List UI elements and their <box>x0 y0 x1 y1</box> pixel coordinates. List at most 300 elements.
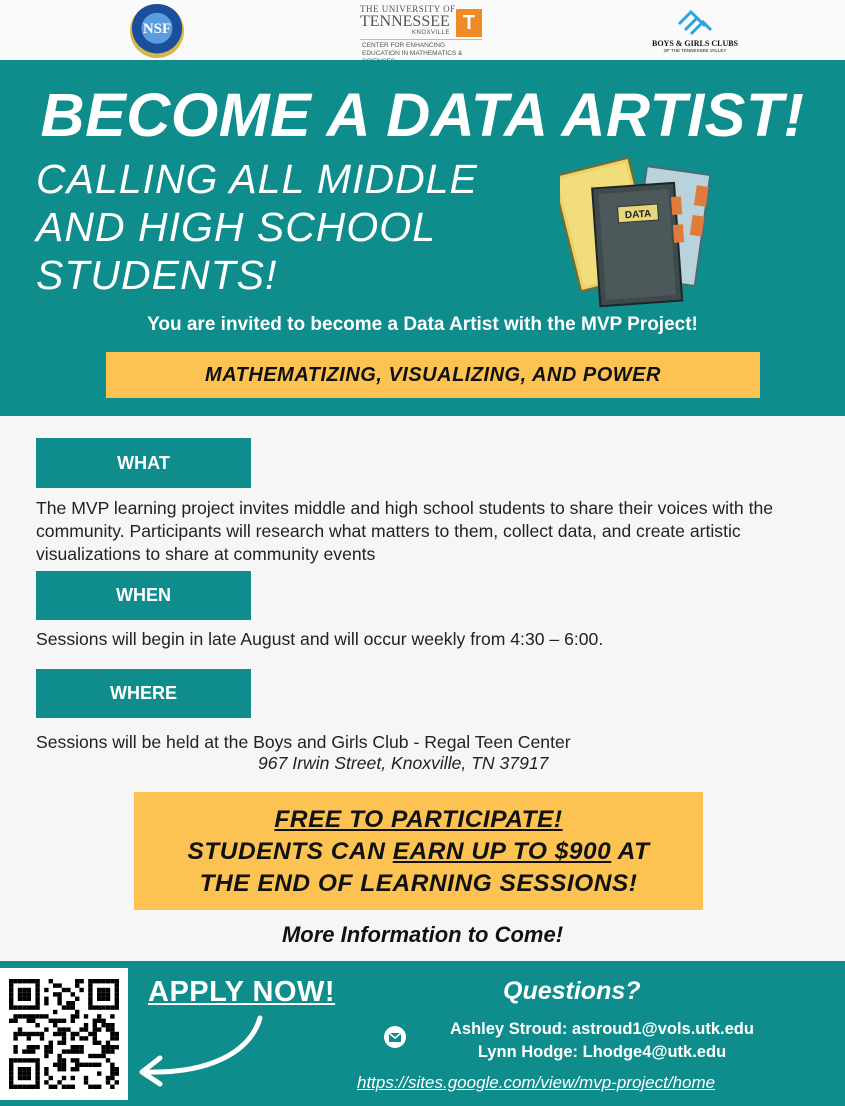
qr-module <box>44 997 48 1001</box>
qr-module <box>75 979 79 983</box>
qr-module <box>44 1001 48 1005</box>
qr-module <box>57 1001 61 1005</box>
qr-module <box>88 1063 92 1067</box>
qr-module <box>66 1049 70 1053</box>
qr-module <box>9 983 13 987</box>
qr-module <box>93 1063 97 1067</box>
qr-module <box>106 1027 110 1031</box>
qr-module <box>9 1005 13 1009</box>
offer-box <box>134 792 703 910</box>
when-text: Sessions will begin in late August and will occur weekly from 4:30 – 6:00. <box>36 629 604 649</box>
qr-module <box>49 1045 53 1049</box>
qr-module <box>53 1019 57 1023</box>
qr-module <box>97 988 101 992</box>
qr-module <box>71 1005 75 1009</box>
qr-module <box>57 983 61 987</box>
qr-module <box>97 1027 101 1031</box>
qr-module <box>27 1005 31 1009</box>
nsf-logo-text: NSF <box>142 21 172 37</box>
qr-module <box>35 1014 39 1018</box>
qr-module <box>84 1027 88 1031</box>
arrow-icon <box>130 1012 280 1092</box>
qr-module <box>49 1049 53 1053</box>
qr-module <box>35 997 39 1001</box>
qr-module <box>9 1076 13 1080</box>
contact-lynn[interactable]: Lynn Hodge: Lhodge4@utk.edu <box>477 1043 727 1061</box>
qr-module <box>22 1058 26 1062</box>
mail-icon <box>384 1026 406 1048</box>
qr-module <box>97 1005 101 1009</box>
qr-module <box>53 1023 57 1027</box>
qr-module <box>22 988 26 992</box>
qr-module <box>79 1049 83 1053</box>
qr-module <box>93 1036 97 1040</box>
qr-module <box>27 988 31 992</box>
qr-module <box>101 992 105 996</box>
qr-module <box>106 1049 110 1053</box>
qr-module <box>66 1005 70 1009</box>
qr-module <box>27 992 31 996</box>
qr-module <box>18 1014 22 1018</box>
qr-module <box>115 983 119 987</box>
qr-module <box>35 983 39 987</box>
qr-module <box>88 1001 92 1005</box>
qr-module <box>18 988 22 992</box>
qr-module <box>75 1045 79 1049</box>
qr-module <box>88 992 92 996</box>
qr-module <box>44 1027 48 1031</box>
more-info-text: More Information to Come! <box>281 922 564 947</box>
qr-module <box>35 1032 39 1036</box>
calling-line-3: STUDENTS! <box>36 252 278 298</box>
utk-line1: THE UNIVERSITY OF <box>360 4 456 14</box>
qr-module <box>9 1001 13 1005</box>
qr-module <box>71 1045 75 1049</box>
qr-module <box>31 1014 35 1018</box>
offer-line3: THE END OF LEARNING SESSIONS! <box>199 870 638 897</box>
qr-module <box>88 979 92 983</box>
qr-module <box>110 1032 114 1036</box>
qr-module <box>49 1076 53 1080</box>
qr-module <box>22 997 26 1001</box>
qr-module <box>62 1063 66 1067</box>
qr-module <box>44 1071 48 1075</box>
qr-module <box>9 988 13 992</box>
qr-module <box>62 1019 66 1023</box>
qr-module <box>71 1019 75 1023</box>
qr-module <box>18 1071 22 1075</box>
qr-module <box>18 997 22 1001</box>
qr-module <box>84 1080 88 1084</box>
qr-module <box>97 997 101 1001</box>
qr-module <box>49 1019 53 1023</box>
qr-module <box>53 983 57 987</box>
qr-module <box>71 992 75 996</box>
qr-module <box>31 1005 35 1009</box>
website-link[interactable]: https://sites.google.com/view/mvp-project/home <box>357 1073 716 1092</box>
qr-module <box>44 1045 48 1049</box>
qr-module <box>18 979 22 983</box>
qr-module <box>115 1005 119 1009</box>
qr-module <box>101 988 105 992</box>
qr-module <box>9 1071 13 1075</box>
calling-line-1: CALLING ALL MIDDLE <box>36 156 478 202</box>
qr-module <box>97 1054 101 1058</box>
qr-module <box>106 1005 110 1009</box>
qr-module <box>110 1076 114 1080</box>
qr-module <box>13 1005 17 1009</box>
qr-module <box>9 1067 13 1071</box>
qr-module <box>57 992 61 996</box>
qr-module <box>93 979 97 983</box>
utk-logo <box>360 4 488 58</box>
qr-module <box>79 1027 83 1031</box>
qr-module <box>31 1049 35 1053</box>
qr-module <box>101 1005 105 1009</box>
qr-module <box>115 1080 119 1084</box>
qr-module <box>57 1080 61 1084</box>
qr-module <box>71 1036 75 1040</box>
qr-module <box>66 988 70 992</box>
qr-module <box>71 1076 75 1080</box>
qr-module <box>27 1076 31 1080</box>
qr-module <box>110 1071 114 1075</box>
qr-module <box>110 979 114 983</box>
qr-module <box>71 1085 75 1089</box>
qr-module <box>57 1067 61 1071</box>
qr-module <box>27 979 31 983</box>
qr-module <box>13 1049 17 1053</box>
qr-module <box>115 1045 119 1049</box>
bgc-subname: OF THE TENNESSEE VALLEY <box>663 48 727 53</box>
qr-module <box>110 1063 114 1067</box>
qr-module <box>62 1076 66 1080</box>
where-address: 967 Irwin Street, Knoxville, TN 37917 <box>258 753 549 773</box>
qr-module <box>88 983 92 987</box>
qr-module <box>62 1005 66 1009</box>
qr-module <box>101 1019 105 1023</box>
qr-module <box>31 1032 35 1036</box>
qr-module <box>22 1071 26 1075</box>
qr-module <box>22 1014 26 1018</box>
utk-line3: KNOXVILLE <box>412 30 450 36</box>
qr-module <box>71 1049 75 1053</box>
qr-module <box>110 1067 114 1071</box>
qr-module <box>18 1085 22 1089</box>
qr-module <box>66 1085 70 1089</box>
qr-module <box>101 979 105 983</box>
what-text: The MVP learning project invites middle and high school students to share their voices with the community. Participants will research what matters to them, collect data, and create artistic visualizations to share at community events <box>36 498 774 564</box>
qr-module <box>27 1045 31 1049</box>
qr-module <box>18 992 22 996</box>
qr-module <box>9 997 13 1001</box>
qr-module <box>53 1032 57 1036</box>
qr-module <box>62 1032 66 1036</box>
qr-module <box>84 1063 88 1067</box>
qr-module <box>13 979 17 983</box>
qr-module <box>31 1019 35 1023</box>
qr-module <box>110 1023 114 1027</box>
qr-module <box>71 1014 75 1018</box>
qr-module <box>27 1085 31 1089</box>
invite-text: You are invited to become a Data Artist with the MVP Project! <box>147 314 698 335</box>
qr-module <box>84 1076 88 1080</box>
qr-module <box>35 1071 39 1075</box>
qr-module <box>35 992 39 996</box>
qr-module <box>35 1001 39 1005</box>
qr-module <box>79 1036 83 1040</box>
qr-module <box>93 1019 97 1023</box>
qr-module <box>40 1036 44 1040</box>
qr-module <box>97 1071 101 1075</box>
qr-module <box>110 1085 114 1089</box>
offer-line1: FREE TO PARTICIPATE! <box>274 806 563 833</box>
qr-module <box>49 1085 53 1089</box>
qr-module <box>22 1049 26 1053</box>
qr-module <box>13 1019 17 1023</box>
qr-module <box>88 1054 92 1058</box>
qr-module <box>84 1036 88 1040</box>
qr-module <box>31 1085 35 1089</box>
qr-module <box>75 983 79 987</box>
qr-module <box>18 1032 22 1036</box>
qr-module <box>44 1014 48 1018</box>
qr-module <box>88 997 92 1001</box>
calling-line-2: AND HIGH SCHOOL <box>36 204 436 250</box>
qr-module <box>44 1049 48 1053</box>
qr-module <box>9 1058 13 1062</box>
qr-module <box>97 1041 101 1045</box>
qr-module <box>13 1058 17 1062</box>
qr-module <box>93 1032 97 1036</box>
qr-module <box>115 1036 119 1040</box>
qr-module <box>13 1045 17 1049</box>
qr-module <box>62 988 66 992</box>
utk-rule <box>360 39 482 40</box>
qr-module <box>13 1036 17 1040</box>
qr-module <box>106 1058 110 1062</box>
qr-module <box>110 1049 114 1053</box>
qr-module <box>27 1014 31 1018</box>
qr-module <box>27 1019 31 1023</box>
qr-module <box>71 1067 75 1071</box>
offer-line2-post: AT <box>611 838 650 865</box>
qr-module <box>110 1036 114 1040</box>
qr-module <box>44 1080 48 1084</box>
qr-module <box>9 979 13 983</box>
qr-module <box>93 1085 97 1089</box>
qr-module <box>40 1014 44 1018</box>
qr-module <box>35 1076 39 1080</box>
qr-module <box>62 1027 66 1031</box>
qr-module <box>35 1058 39 1062</box>
qr-module <box>115 992 119 996</box>
what-label: WHAT <box>36 438 251 488</box>
qr-module <box>79 1045 83 1049</box>
contact-ashley[interactable]: Ashley Stroud: astroud1@vols.utk.edu <box>450 1020 754 1038</box>
qr-module <box>79 1063 83 1067</box>
qr-module <box>101 1054 105 1058</box>
qr-module <box>66 1001 70 1005</box>
qr-module <box>71 1001 75 1005</box>
qr-module <box>35 1067 39 1071</box>
qr-module <box>49 979 53 983</box>
questions-heading: Questions? <box>503 977 641 1005</box>
qr-module <box>75 1010 79 1014</box>
qr-module <box>106 988 110 992</box>
qr-module <box>101 1023 105 1027</box>
qr-module <box>66 1027 70 1031</box>
qr-module <box>35 1080 39 1084</box>
qr-module <box>13 1014 17 1018</box>
offer-amount: EARN UP TO $900 <box>392 838 612 865</box>
qr-module <box>31 979 35 983</box>
qr-module <box>53 992 57 996</box>
qr-module <box>106 1023 110 1027</box>
qr-module <box>75 1067 79 1071</box>
qr-module <box>27 997 31 1001</box>
qr-module <box>57 1058 61 1062</box>
qr-module <box>57 1063 61 1067</box>
qr-module <box>57 1054 61 1058</box>
utk-center-name: CENTER FOR ENHANCING EDUCATION IN MATHEMATICS & <box>362 42 463 57</box>
qr-module <box>84 1023 88 1027</box>
qr-module <box>13 1085 17 1089</box>
nsf-logo <box>130 4 184 58</box>
qr-module <box>115 1001 119 1005</box>
qr-module <box>35 988 39 992</box>
qr-module <box>71 1058 75 1062</box>
qr-module <box>106 1080 110 1084</box>
offer-line2-pre: STUDENTS CAN <box>187 838 393 865</box>
qr-module <box>75 1014 79 1018</box>
qr-module <box>9 1080 13 1084</box>
qr-module <box>27 1067 31 1071</box>
qr-module <box>101 997 105 1001</box>
qr-module <box>57 1032 61 1036</box>
qr-module <box>75 1032 79 1036</box>
qr-module <box>35 1063 39 1067</box>
qr-module <box>31 1045 35 1049</box>
qr-module <box>22 979 26 983</box>
qr-module <box>93 1005 97 1009</box>
qr-module <box>115 1067 119 1071</box>
qr-module <box>57 1027 61 1031</box>
qr-module <box>27 1032 31 1036</box>
contacts <box>412 1018 792 1064</box>
boys-girls-club-logo <box>640 6 750 60</box>
qr-code[interactable] <box>0 968 128 1100</box>
qr-module <box>22 1005 26 1009</box>
utk-line2: TENNESSEE <box>360 13 450 30</box>
data-notebooks-illustration <box>560 142 710 312</box>
qr-module <box>9 1019 13 1023</box>
qr-module <box>88 1005 92 1009</box>
qr-module <box>115 997 119 1001</box>
bgc-name: BOYS & GIRLS CLUBS <box>651 39 739 48</box>
qr-module <box>53 1085 57 1089</box>
qr-module <box>93 1027 97 1031</box>
qr-module <box>53 1010 57 1014</box>
qr-module <box>18 1058 22 1062</box>
qr-module <box>18 1027 22 1031</box>
qr-module <box>49 1041 53 1045</box>
qr-module <box>75 1049 79 1053</box>
qr-module <box>35 979 39 983</box>
book-label: DATA <box>624 208 652 222</box>
qr-module <box>35 1085 39 1089</box>
qr-module <box>57 1019 61 1023</box>
qr-module <box>97 992 101 996</box>
qr-module <box>35 1005 39 1009</box>
qr-module <box>97 979 101 983</box>
qr-module <box>13 1032 17 1036</box>
qr-module <box>57 1041 61 1045</box>
qr-module <box>44 988 48 992</box>
qr-module <box>27 1071 31 1075</box>
qr-module <box>22 1032 26 1036</box>
qr-module <box>93 1023 97 1027</box>
qr-module <box>93 1054 97 1058</box>
qr-module <box>62 1049 66 1053</box>
apply-now-link[interactable]: APPLY NOW! <box>148 976 336 1008</box>
qr-module <box>40 1032 44 1036</box>
qr-module <box>9 1085 13 1089</box>
qr-module <box>57 997 61 1001</box>
qr-module <box>84 1014 88 1018</box>
qr-module <box>79 979 83 983</box>
qr-module <box>18 1005 22 1009</box>
qr-module <box>18 1067 22 1071</box>
qr-module <box>93 1041 97 1045</box>
qr-module <box>97 1019 101 1023</box>
qr-module <box>22 1067 26 1071</box>
qr-module <box>31 1058 35 1062</box>
when-label: WHEN <box>36 571 251 620</box>
qr-module <box>35 1023 39 1027</box>
qr-module <box>115 988 119 992</box>
qr-module <box>62 1036 66 1040</box>
where-text: Sessions will be held at the Boys and Girls Club - Regal Teen Center <box>36 732 571 752</box>
qr-module <box>62 1041 66 1045</box>
qr-module <box>110 1005 114 1009</box>
qr-module <box>101 1045 105 1049</box>
qr-module <box>101 1049 105 1053</box>
qr-module <box>88 1032 92 1036</box>
qr-module <box>9 992 13 996</box>
qr-module <box>53 1063 57 1067</box>
where-label: WHERE <box>36 669 251 718</box>
qr-module <box>44 1067 48 1071</box>
qr-module <box>106 1045 110 1049</box>
qr-module <box>97 1063 101 1067</box>
qr-module <box>27 1036 31 1040</box>
qr-module <box>110 1027 114 1031</box>
qr-module <box>106 979 110 983</box>
qr-module <box>106 1076 110 1080</box>
qr-module <box>110 1014 114 1018</box>
qr-module <box>75 1063 79 1067</box>
qr-module <box>22 992 26 996</box>
bgc-hands-icon <box>675 6 715 36</box>
qr-module <box>75 1058 79 1062</box>
qr-module <box>18 1076 22 1080</box>
qr-module <box>110 1045 114 1049</box>
qr-module <box>115 1032 119 1036</box>
utk-power-t: T <box>456 9 482 37</box>
calling-text <box>36 155 556 299</box>
qr-module <box>62 1085 66 1089</box>
